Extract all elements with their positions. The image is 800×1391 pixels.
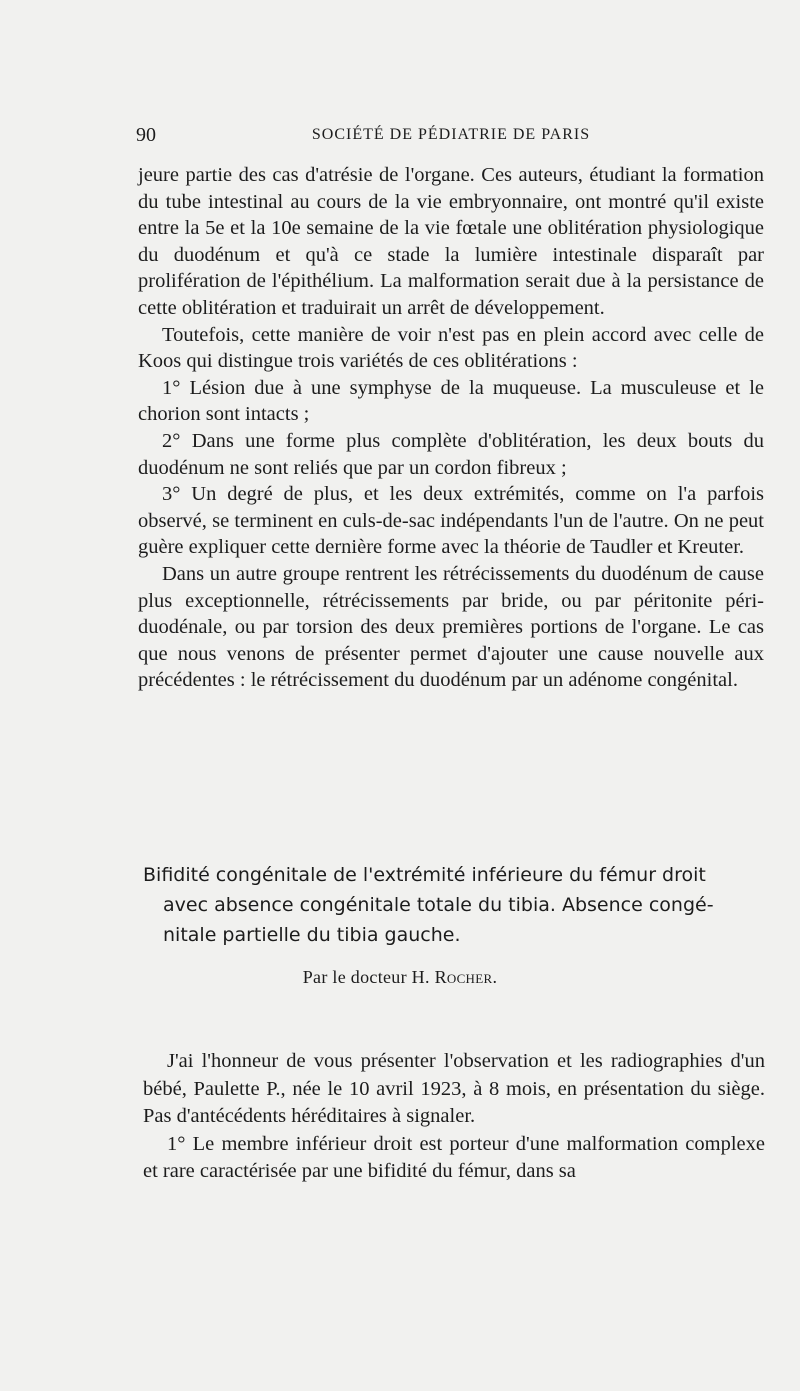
paragraph: jeure partie des cas d'atrésie de l'organe. Ces auteurs, étudiant la formation du tube intestinal au cours de la vie embryonnaire, ont montré qu'il existe entre la 5e et la 10e semaine de la vie fœtale une oblitération physiologique du duodénum et qu'à ce stade la lumière intestinale disparaît par prolifération de l'épithélium. La malformation serait due à la persistance de cette oblitération et traduirait un arrêt de développement. — [138, 164, 764, 319]
list-item: 3° Un degré de plus, et les deux extrémités, comme on l'a parfois observé, se terminent en culs-de-sac indépendants l'un de l'autre. On ne peut guère expliquer cette dernière forme avec la théorie de Taudler et Kreuter. — [138, 483, 764, 559]
list-item: 1° Lésion due à une symphyse de la muqueuse. La musculeuse et le chorion sont intacts ; — [138, 376, 764, 426]
list-item: 2° Dans une forme plus complète d'oblitération, les deux bouts du duodénum ne sont reliés que par un cordon fibreux ; — [138, 429, 764, 479]
author-byline — [0, 967, 800, 988]
body-text-upper — [138, 162, 764, 694]
page-header — [136, 124, 766, 152]
title-line: nitale partielle du tibia gauche. — [163, 924, 461, 946]
paragraph: Toutefois, cette manière de voir n'est pas en plein accord avec celle de Koos qui distingue trois variétés de ces oblitérations : — [138, 323, 764, 373]
running-title: SOCIÉTÉ DE PÉDIATRIE DE PARIS — [311, 126, 591, 143]
paragraph: J'ai l'honneur de vous présenter l'observation et les radiographies d'un bébé, Paulette P., née le 10 avril 1923, à 8 mois, en présentation du siège. Pas d'antécédents héréditaires à signaler. — [143, 1050, 765, 1127]
byline-prefix: Par le docteur H. — [302, 967, 430, 987]
author-name: Rocher. — [434, 967, 498, 987]
body-text-lower — [143, 1048, 765, 1186]
page-number: 90 — [136, 124, 156, 146]
paragraph: 1° Le membre inférieur droit est porteur d'une malformation complexe et rare caractérisée par une bifidité du fémur, dans sa — [143, 1132, 765, 1182]
title-line: Bifidité congénitale de l'extrémité inférieure du fémur droit — [143, 864, 706, 886]
paragraph: Dans un autre groupe rentrent les rétrécissements du duodénum de cause plus exceptionnelle, rétrécissements par bride, ou par péritonite péri-duodénale, ou par torsion des deux premières portions de l'organe. Le cas que nous venons de présenter permet d'ajouter une cause nouvelle aux précédentes : le rétrécissement du duodénum par un adénome congénital. — [138, 562, 764, 692]
title-line: avec absence congénitale totale du tibia. Absence congé- — [163, 894, 714, 916]
article-title — [143, 860, 765, 950]
